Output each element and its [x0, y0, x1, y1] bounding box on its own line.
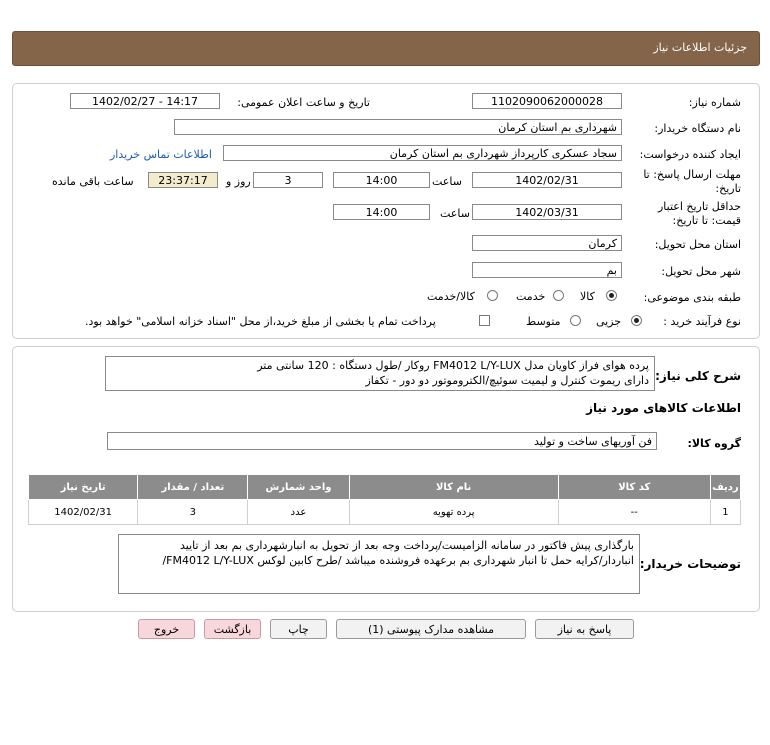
- validity-hour-label: ساعت: [440, 207, 470, 220]
- reply-hour-label: ساعت: [432, 175, 462, 188]
- reply-deadline-label: مهلت ارسال پاسخ: تا: [643, 168, 741, 181]
- goods-group-label: گروه کالا:: [687, 437, 741, 450]
- goods-group-field: فن آوریهای ساخت و تولید: [107, 432, 657, 450]
- cell-code: --: [558, 500, 710, 525]
- announce-datetime-field: 1402/02/27 - 14:17: [70, 93, 220, 109]
- col-date: تاریخ نیاز: [29, 475, 138, 500]
- back-button[interactable]: بازگشت: [204, 619, 261, 639]
- cell-row: 1: [710, 500, 740, 525]
- attachments-button[interactable]: مشاهده مدارک پیوستی (1): [336, 619, 526, 639]
- col-code: کد کالا: [558, 475, 710, 500]
- reply-deadline-label-2: تاریخ:: [715, 182, 741, 195]
- validity-label: حداقل تاریخ اعتبار: [657, 200, 741, 213]
- buyer-notes-field: [118, 534, 640, 594]
- announce-label: تاریخ و ساعت اعلان عمومی:: [237, 96, 370, 109]
- cell-date: 1402/02/31: [29, 500, 138, 525]
- days-label: روز و: [226, 175, 251, 188]
- buyer-org-field: شهرداری بم استان کرمان: [174, 119, 622, 135]
- category-radio-service[interactable]: [553, 290, 564, 301]
- treasury-payment-checkbox[interactable]: [479, 315, 490, 326]
- validity-time-field: 14:00: [333, 204, 430, 220]
- goods-section-title: اطلاعات کالاهای مورد نیاز: [586, 401, 741, 415]
- cell-name: پرده تهویه: [349, 500, 558, 525]
- buyer-contact-link[interactable]: اطلاعات تماس خریدار: [110, 148, 212, 161]
- category-label: طبقه بندی موضوعی:: [643, 291, 741, 304]
- goods-table: [28, 474, 741, 525]
- city-field: بم: [472, 262, 622, 278]
- table-row: [29, 500, 741, 525]
- page-header: [12, 31, 760, 66]
- category-radio-goods[interactable]: [606, 290, 617, 301]
- creator-label: ایجاد کننده درخواست:: [639, 148, 741, 161]
- col-name: نام کالا: [349, 475, 558, 500]
- validity-label-2: قیمت: تا تاریخ:: [672, 214, 741, 227]
- validity-date-field: 1402/03/31: [472, 204, 622, 220]
- remaining-time-field: 23:37:17: [148, 172, 218, 188]
- remaining-label: ساعت باقی مانده: [52, 175, 134, 188]
- cell-qty: 3: [138, 500, 248, 525]
- exit-button[interactable]: خروج: [138, 619, 195, 639]
- description-line-1: پرده هوای فراز کاویان مدل FM4012 L/Y-LUX روکار /طول دستگاه : 120 سانتی متر: [257, 359, 649, 372]
- description-label: شرح کلی نیاز:: [655, 369, 741, 383]
- description-line-2: دارای ریموت کنترل و لیمیت سوئیچ/الکتروموتور دو دور - تکفاز: [365, 374, 649, 387]
- buyer-notes-line-1: بارگذاری پیش فاکتور در سامانه الزامیست/پرداخت وجه بعد از تحویل به انبارشهرداری بم بعد از تایید: [180, 539, 634, 552]
- col-qty: تعداد / مقدار: [138, 475, 248, 500]
- process-medium-label: متوسط: [526, 315, 561, 328]
- province-field: کرمان: [472, 235, 622, 251]
- process-label: نوع فرآیند خرید :: [663, 315, 741, 328]
- days-field: 3: [253, 172, 323, 188]
- process-minor-label: جزیی: [596, 315, 622, 328]
- goods-table-header: [29, 475, 741, 500]
- city-label: شهر محل تحویل:: [661, 265, 741, 278]
- creator-field: سجاد عسکری کارپرداز شهرداری بم استان کرمان: [223, 145, 622, 161]
- province-label: استان محل تحویل:: [654, 238, 741, 251]
- col-row: ردیف: [710, 475, 740, 500]
- need-number-field: 1102090062000028: [472, 93, 622, 109]
- buyer-notes-line-2: انباردار/کرایه حمل تا انبار شهرداری بم برعهده فروشنده میباشد /طرح کابین لوکس FM4012 L/Y-LUX/: [162, 554, 634, 567]
- print-button[interactable]: چاپ: [270, 619, 327, 639]
- reply-button[interactable]: پاسخ به نیاز: [535, 619, 634, 639]
- reply-time-field: 14:00: [333, 172, 430, 188]
- buyer-notes-label: توضیحات خریدار:: [639, 557, 741, 571]
- category-goods-label: کالا: [580, 290, 595, 303]
- process-radio-minor[interactable]: [631, 315, 642, 326]
- category-service-label: خدمت: [516, 290, 546, 303]
- description-field: [105, 356, 655, 391]
- process-radio-medium[interactable]: [570, 315, 581, 326]
- page-title: جزئیات اطلاعات نیاز: [653, 41, 747, 54]
- category-radio-both[interactable]: [487, 290, 498, 301]
- treasury-payment-note: پرداخت تمام یا بخشی از مبلغ خرید،از محل "اسناد خزانه اسلامی" خواهد بود.: [85, 315, 436, 328]
- need-number-label: شماره نیاز:: [688, 96, 741, 109]
- category-both-label: کالا/خدمت: [427, 290, 475, 303]
- col-unit: واحد شمارش: [248, 475, 349, 500]
- buyer-org-label: نام دستگاه خریدار:: [654, 122, 741, 135]
- reply-date-field: 1402/02/31: [472, 172, 622, 188]
- cell-unit: عدد: [248, 500, 349, 525]
